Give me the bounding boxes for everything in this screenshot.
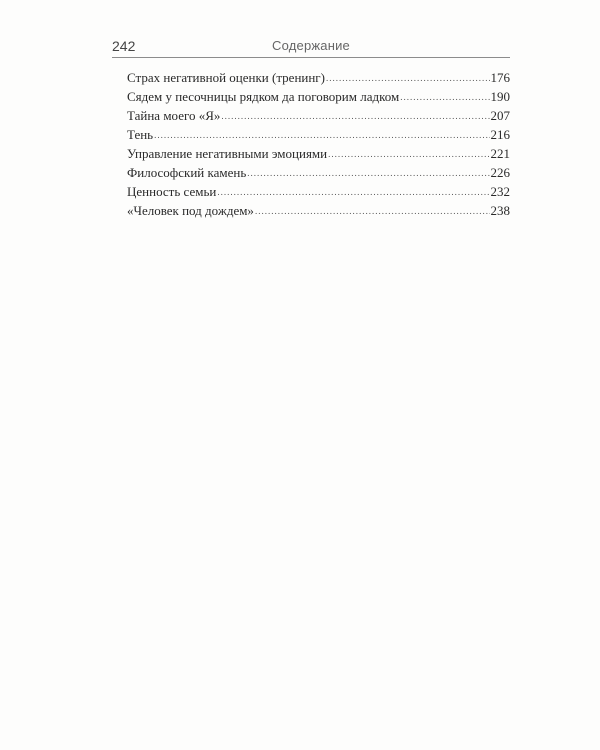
- page-number: 242: [112, 38, 136, 54]
- toc-entry-page: 207: [490, 108, 510, 123]
- toc-entry: [127, 163, 510, 182]
- toc-entry-title: Ценность семьи: [127, 184, 217, 199]
- dot-leader: [328, 145, 489, 164]
- toc-entry-title: «Человек под дождем»: [127, 203, 254, 218]
- running-title: Содержание: [272, 38, 350, 53]
- dot-leader: [255, 202, 490, 221]
- dot-leader: [217, 183, 489, 202]
- dot-leader: [247, 164, 489, 183]
- toc-entry-page: 176: [490, 70, 510, 85]
- toc-entry-page: 221: [490, 146, 510, 161]
- toc-entry: [127, 68, 510, 87]
- page-header: [112, 33, 510, 58]
- toc-entry: [127, 125, 510, 144]
- dot-leader: [154, 126, 489, 145]
- dot-leader: [400, 88, 489, 107]
- toc-entry: [127, 87, 510, 106]
- toc-entry: [127, 201, 510, 220]
- toc-entry-page: 226: [490, 165, 510, 180]
- toc-entry-page: 238: [490, 203, 510, 218]
- toc-entry: [127, 182, 510, 201]
- toc-entry-page: 216: [490, 127, 510, 142]
- toc-entry-title: Тайна моего «Я»: [127, 108, 221, 123]
- toc-entry: [127, 106, 510, 125]
- toc-entry-title: Управление негативными эмоциями: [127, 146, 328, 161]
- table-of-contents: [127, 68, 510, 220]
- toc-entry: [127, 144, 510, 163]
- dot-leader: [326, 69, 490, 88]
- toc-entry-title: Сядем у песочницы рядком да поговорим ладком: [127, 89, 400, 104]
- toc-entry-title: Тень: [127, 127, 154, 142]
- toc-entry-title: Философский камень: [127, 165, 247, 180]
- toc-entry-page: 190: [490, 89, 510, 104]
- toc-entry-page: 232: [490, 184, 510, 199]
- toc-entry-title: Страх негативной оценки (тренинг): [127, 70, 325, 85]
- dot-leader: [221, 107, 489, 126]
